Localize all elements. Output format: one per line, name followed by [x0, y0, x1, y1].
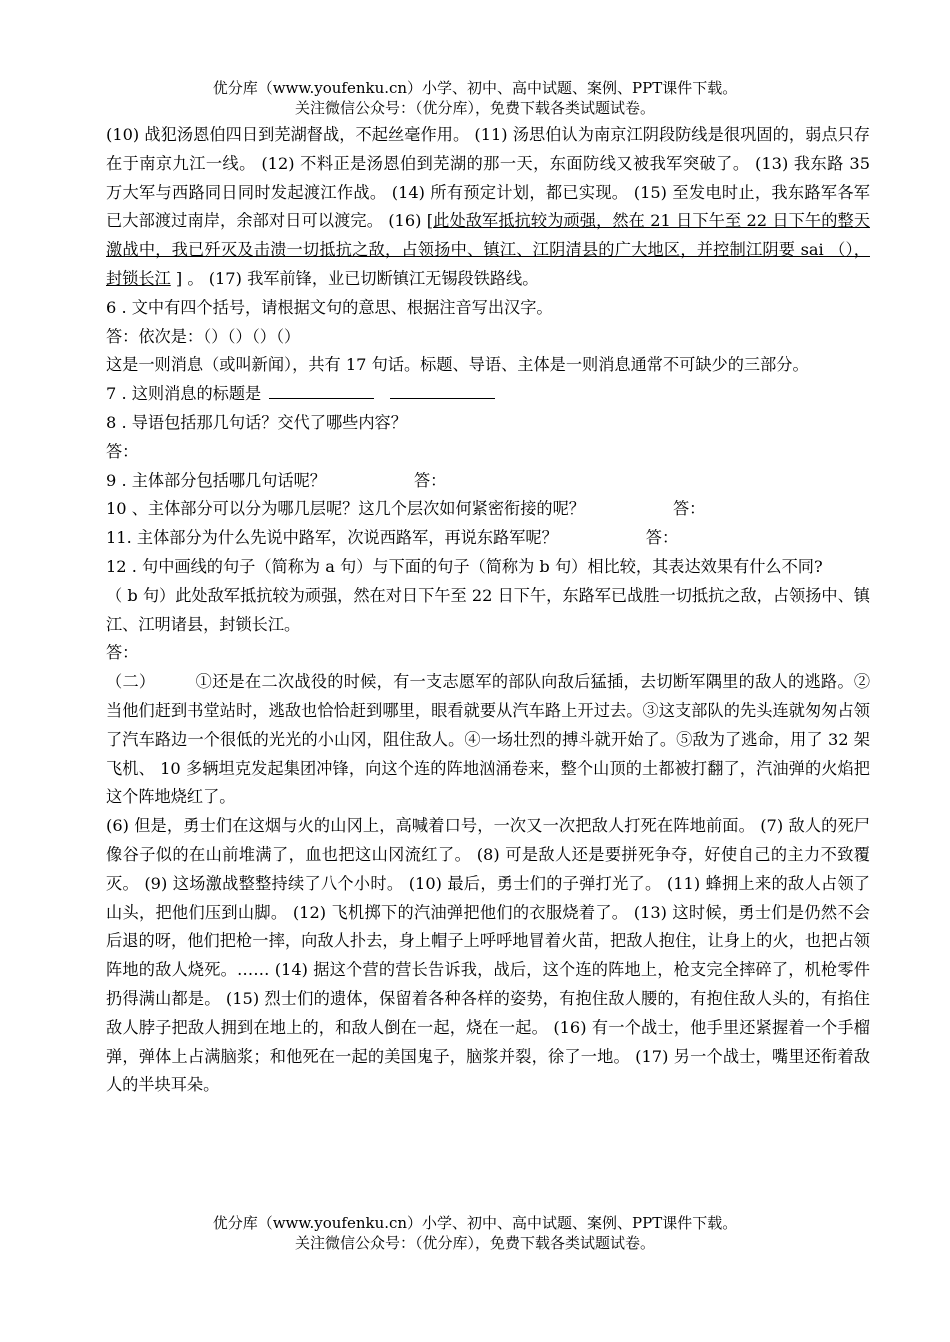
passage-one-end: ] 。 (17) 我军前锋，业已切断镇江无锡段铁路线。: [170, 268, 539, 288]
answer-8: 答：: [106, 441, 139, 461]
passage-two-part-1: [106, 668, 870, 812]
question-7-text: 7 . 这则消息的标题是: [106, 384, 262, 404]
question-7: [106, 380, 870, 409]
question-6: 6 . 文中有四个括号，请根据文句的意思、根据注音写出汉字。: [106, 297, 553, 317]
passage-one-text: (10) 战犯汤恩伯四日到芜湖督战，不起丝毫作用。 (11) 汤思伯认为南京江阴段防线是很巩固的，弱点只存在于南京九江一线。 (12) 不料正是汤恩伯到芜湖的那一天，东面防线又被我军突破了。 (13) 我东路 35 万大军与西路同日同时发起渡江作战。 (14) 所有预定计划，都已实现。 (15) 至发电时止，我东路军各军已大部渡过南岸，余部对日可以渡完。 (16) [: [106, 125, 870, 231]
answer-blank-2: [390, 382, 495, 399]
passage-two-part-2: (6) 但是，勇士们在这烟与火的山冈上，高喊着口号，一次又一次把敌人打死在阵地前面。 (7) 敌人的死尸像谷子似的在山前堆满了，血也把这山冈流红了。 (8) 可是敌人还是要拼死争夺，好使自己的主力不致覆灭。 (9) 这场激战整整持续了八个小时。 (10) 最后，勇士们的子弹打光了。 (11) 蜂拥上来的敌人占领了山头，把他们压到山脚。 (12) 飞机掷下的汽油弹把他们的衣服烧着了。 (13) 这时候，勇士们是仍然不会后退的呀，他们把枪一摔，向敌人扑去，身上帽子上呼呼地冒着火苗，把敌人抱住，让身上的火，也把占领阵地的敌人烧死。…… (14) 据这个营的营长告诉我，战后，这个连的阵地上，枪支完全摔碎了，机枪零件扔得满山都是。 (15) 烈士们的遗体，保留着各种各样的姿势，有抱住敌人腰的，有抱住敌人头的，有掐住敌人脖子把敌人拥到在地上的，和敌人倒在一起，烧在一起。 (16) 有一个战士，他手里还紧握着一个手榴弹，弹体上占满脑浆；和他死在一起的美国鬼子，脑浆并裂，徐了一地。 (17) 另一个战士，嘴里还衔着敌人的半块耳朵。: [106, 816, 870, 1095]
header-line-1: 优分库（www.youfenku.cn）小学、初中、高中试题、案例、PPT课件下载。: [212, 79, 738, 97]
intro-paragraph: 这是一则消息（或叫新闻），共有 17 句话。标题、导语、主体是一则消息通常不可缺少的三部分。: [106, 355, 809, 375]
question-11: [106, 524, 870, 553]
question-9: [106, 467, 870, 496]
underlined-sentence-a: 此处敌军抵抗较为顽强，然在 21 日下午至 22 日下午的整天激战中，我已歼灭及击溃一切抵抗之敌，占领扬中、镇江、江阴清县的广大地区，并控制江阴要 sai （），封锁长江: [106, 211, 870, 288]
sentence-b: （ b 句）此处敌军抵抗较为顽强，然在对日下午至 22 日下午，东路军已战胜一切抵抗之敌，占领扬中、镇江、江明诸县，封锁长江。: [106, 585, 870, 634]
page-footer: [0, 1213, 950, 1253]
answer-11: 答：: [645, 528, 679, 548]
question-10: [106, 495, 870, 524]
question-8: 8 . 导语包括那几句话？交代了哪些内容？: [106, 412, 407, 432]
section-label: （二）: [106, 672, 156, 692]
page-header: [0, 78, 950, 118]
question-11-text: 11. 主体部分为什么先说中路军，次说西路军，再说东路军呢？: [106, 528, 558, 548]
header-line-2: 关注微信公众号：（优分库），免费下载各类试题试卷。: [294, 99, 655, 117]
footer-line-2: 关注微信公众号：（优分库），免费下载各类试题试卷。: [294, 1234, 655, 1252]
passage-one: [106, 121, 870, 294]
document-body: [106, 121, 870, 1100]
passage-two-text-1: ①还是在二次战役的时候，有一支志愿军的部队向敌后猛插，去切断军隅里的敌人的逃路。②当他们赶到书堂站时，逃敌也恰恰赶到哪里，眼看就要从汽车路上开过去。③这支部队的先头连就匆匆占领了汽车路边一个很低的光光的小山冈，阻住敌人。④一场壮烈的搏斗就开始了。⑤敌为了逃命，用了 32 架飞机、 10 多辆坦克发起集团冲锋，向这个连的阵地汹涌卷来，整个山顶的土都被打翻了，汽油弹的火焰把这个阵地烧红了。: [106, 672, 871, 807]
question-10-text: 10 、主体部分可以分为哪几层呢？这几个层次如何紧密衔接的呢？: [106, 499, 585, 519]
answer-10: 答：: [673, 499, 706, 519]
question-12: 12 . 句中画线的句子（简称为 a 句）与下面的句子（简称为 b 句）相比较，其表达效果有什么不同?: [106, 556, 823, 576]
answer-6: 答：依次是：（）（）（）（）: [106, 326, 301, 346]
footer-line-1: 优分库（www.youfenku.cn）小学、初中、高中试题、案例、PPT课件下载。: [212, 1214, 738, 1232]
answer-9: 答：: [414, 470, 447, 490]
answer-12: 答：: [106, 643, 139, 663]
question-9-text: 9 . 主体部分包括哪几句话呢？: [106, 470, 326, 490]
answer-blank-1: [269, 382, 374, 399]
